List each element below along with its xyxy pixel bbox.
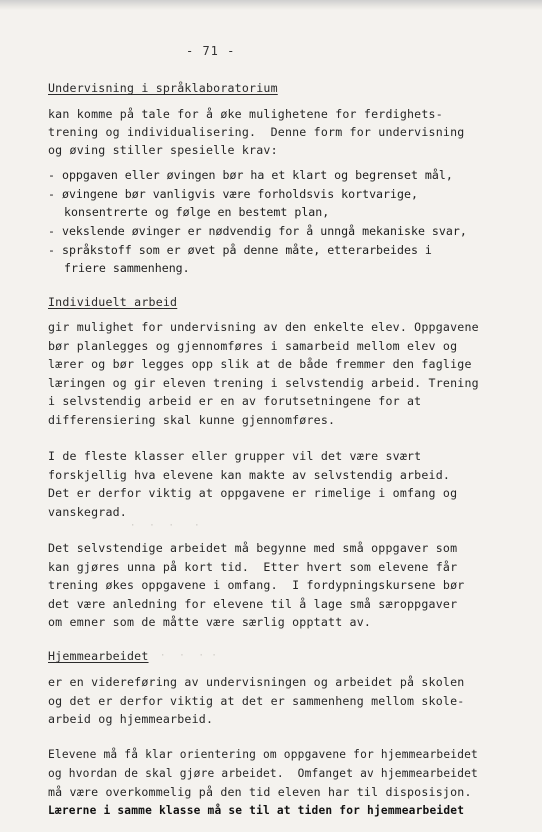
body-line: differensiering skal kunne gjennomføres. — [48, 413, 336, 427]
bullet-item: - språkstoff som er øvet på denne måte, etterarbeides i — [48, 243, 432, 257]
body-line: kan gjøres unna på kort tid. Etter hvert som elevene får — [48, 560, 458, 574]
body-line: Lærerne i samme klasse må se til at tiden for hjemmearbeidet — [48, 804, 465, 817]
body-line: forskjellig hva elevene kan makte av selvstendig arbeid. — [48, 468, 451, 482]
body-line: og det er derfor viktig at det er sammenheng mellom skole- — [48, 694, 465, 708]
section-heading-language-lab: Undervisning i språklaboratorium — [48, 81, 278, 95]
body-line: gir mulighet for undervisning av den enkelte elev. Oppgavene — [48, 320, 479, 334]
bullet-item: - oppgaven eller øvingen bør ha et klart og begrenset mål, — [48, 168, 453, 182]
section-heading-individual-work: Individuelt arbeid — [48, 295, 178, 309]
body-line: trening og individualisering. Denne form for undervisning — [48, 125, 465, 139]
body-line: Elevene må få klar orientering om oppgavene for hjemmearbeidet — [48, 748, 478, 761]
body-line: arbeid og hjemmearbeid. — [48, 712, 214, 726]
body-line: I de fleste klasser eller grupper vil det være svært — [48, 449, 422, 463]
body-line: det være anledning for elevene til å lage små særoppgaver — [48, 597, 458, 611]
body-line: er en videreføring av undervisningen og arbeidet på skolen — [48, 675, 465, 689]
body-line: Det selvstendige arbeidet må begynne med små oppgaver som — [48, 541, 458, 555]
body-line: og hvordan de skal gjøre arbeidet. Omfanget av hjemmearbeidet — [48, 767, 478, 780]
body-line: kan komme på tale for å øke mulighetene for ferdighets- — [48, 107, 443, 121]
body-line: og øving stiller spesielle krav: — [48, 143, 278, 157]
body-line: i selvstendig arbeid er en av forutsetningene for at — [48, 394, 422, 408]
bleed-through-smudge: · · · · — [130, 521, 201, 531]
body-line: vanskegrad. — [48, 505, 127, 519]
body-line: trening økes oppgavene i omfang. I fordypningskursene bør — [48, 578, 465, 592]
section-heading-homework: Hjemmearbeidet — [48, 649, 149, 663]
body-line: bør planlegges og gjennomføres i samarbeid mellom elev og — [48, 339, 458, 353]
body-line: lærer og bør legges opp slik at de både fremmer den faglige — [48, 357, 472, 371]
body-line: Det er derfor viktig at oppgavene er rimelige i omfang og — [48, 486, 458, 500]
scan-edge-shadow — [0, 0, 542, 10]
body-line: må være overkommelig på den tid eleven har til disposisjon. — [48, 785, 472, 799]
page-number: - 71 - — [186, 44, 236, 58]
bullet-item: - øvingene bør vanligvis være forholdsvis kortvarige, — [48, 187, 418, 201]
bleed-through-smudge: · · · · — [160, 651, 218, 661]
bullet-item-continuation: konsentrerte og følge en bestemt plan, — [64, 205, 330, 219]
body-line: om emner som de måtte være særlig opptatt av. — [48, 615, 372, 629]
bullet-item: - vekslende øvinger er nødvendig for å unngå mekaniske svar, — [48, 224, 467, 238]
bullet-item-continuation: friere sammenheng. — [64, 261, 190, 275]
body-line: læringen og gir eleven trening i selvstendig arbeid. Trening — [48, 376, 479, 390]
